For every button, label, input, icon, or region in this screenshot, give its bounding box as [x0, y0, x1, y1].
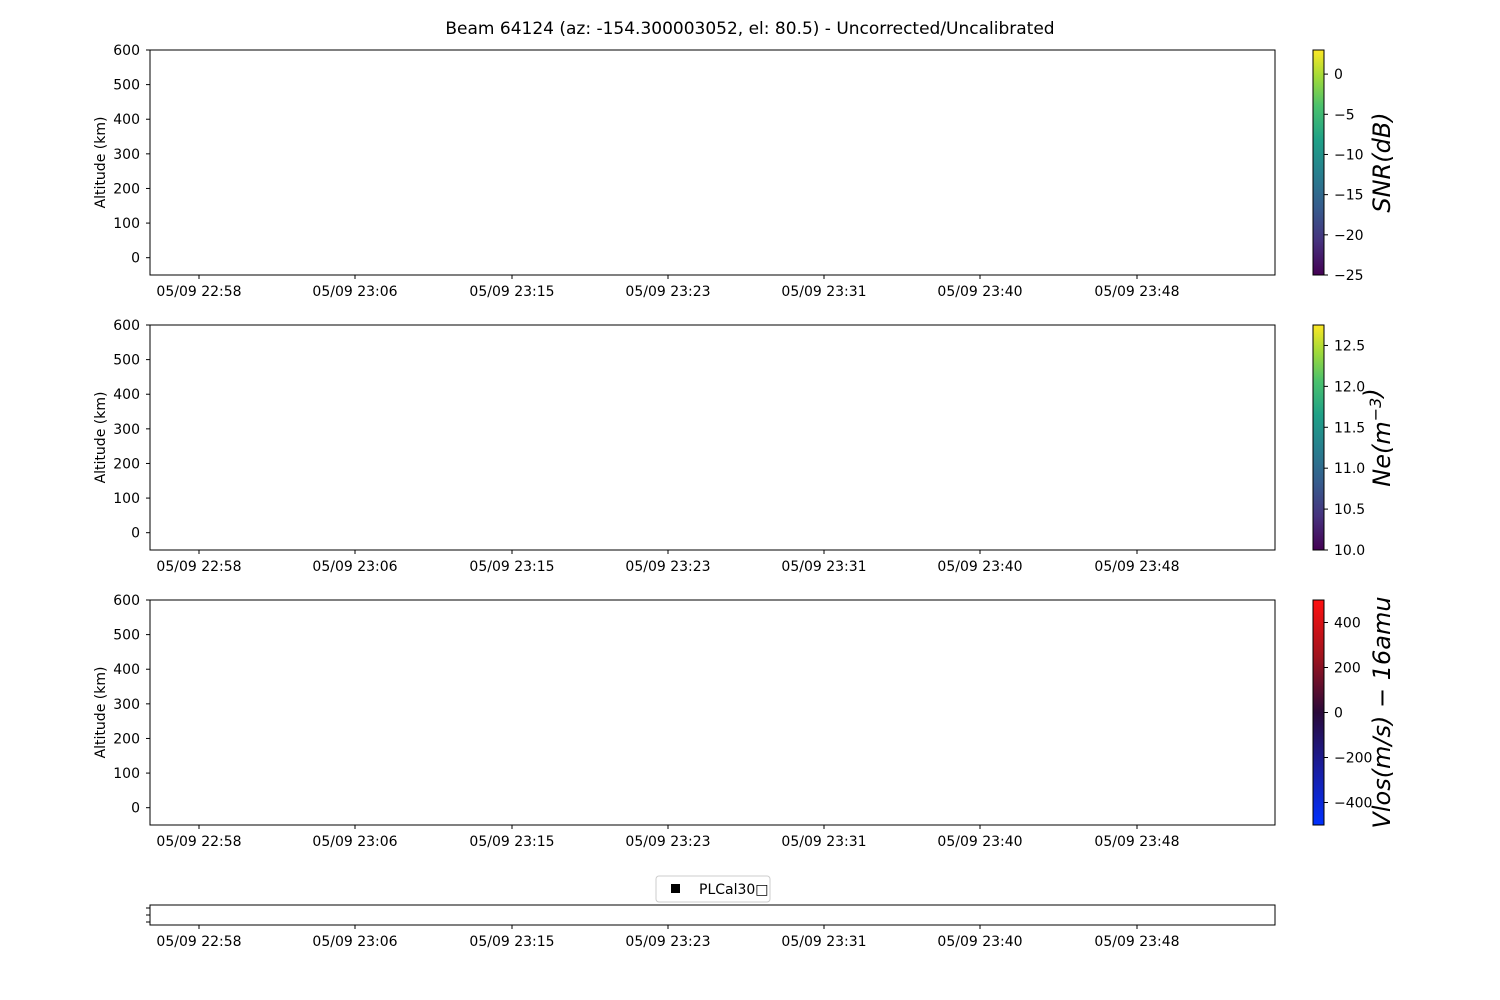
x-tick-label: 05/09 23:31	[781, 934, 867, 950]
plot-area	[150, 50, 1275, 275]
colorbar-label: SNR(dB)	[1368, 112, 1396, 213]
panel-2	[93, 318, 1396, 575]
y-tick-label: 200	[113, 731, 140, 748]
chart-title: Beam 64124 (az: -154.300003052, el: 80.5) - Uncorrected/Uncalibrated	[445, 19, 1055, 39]
y-tick-label: 400	[113, 112, 140, 129]
colorbar-tick-label: 200	[1334, 660, 1361, 677]
y-tick-label: 0	[131, 800, 140, 817]
colorbar-tick-label: 12.0	[1334, 379, 1366, 396]
colorbar-tick-label: 0	[1334, 705, 1343, 722]
x-tick-label: 05/09 23:31	[781, 834, 867, 850]
x-tick-label: 05/09 23:40	[937, 834, 1023, 850]
x-tick-label: 05/09 23:15	[469, 934, 555, 950]
y-tick-label: 300	[113, 696, 140, 713]
colorbar-tick-label: 10.0	[1334, 543, 1366, 559]
x-tick-label: 05/09 23:06	[312, 934, 398, 950]
x-tick-label: 05/09 23:06	[312, 559, 398, 575]
x-tick-label: 05/09 23:31	[781, 284, 867, 300]
colorbar-tick-label: −200	[1334, 750, 1373, 767]
x-tick-label: 05/09 23:15	[469, 559, 555, 575]
flag-strip	[150, 905, 1275, 925]
colorbar-tick-label: 12.5	[1334, 338, 1366, 355]
legend-marker	[671, 884, 680, 893]
panel-1	[93, 43, 1396, 300]
colorbar-label: $Ne(m^{-3})$	[1359, 388, 1396, 487]
x-tick-label: 05/09 22:58	[156, 559, 242, 575]
x-tick-label: 05/09 23:31	[781, 559, 867, 575]
x-tick-label: 05/09 23:40	[937, 284, 1023, 300]
y-tick-label: 400	[113, 387, 140, 404]
y-tick-label: 100	[113, 216, 140, 233]
x-tick-label: 05/09 23:23	[625, 284, 711, 300]
colorbar-tick-label: 11.0	[1334, 461, 1366, 478]
colorbar-tick-label: 11.5	[1334, 420, 1366, 437]
x-tick-label: 05/09 23:15	[469, 284, 555, 300]
panel-3	[93, 593, 1396, 850]
x-tick-label: 05/09 23:48	[1094, 559, 1180, 575]
colorbar-tick-label: −5	[1334, 107, 1355, 124]
y-tick-label: 600	[113, 43, 140, 59]
x-tick-label: 05/09 22:58	[156, 284, 242, 300]
x-tick-label: 05/09 23:23	[625, 559, 711, 575]
colorbar	[1313, 600, 1324, 825]
x-tick-label: 05/09 23:23	[625, 934, 711, 950]
y-tick-label: 0	[131, 525, 140, 542]
colorbar-tick-label: 400	[1334, 615, 1361, 632]
x-tick-label: 05/09 22:58	[156, 934, 242, 950]
colorbar-label: Vlos(m/s) − 16amu	[1368, 596, 1396, 829]
colorbar-tick-label: 0	[1334, 67, 1343, 84]
legend	[656, 876, 770, 902]
colorbar-tick-label: 10.5	[1334, 502, 1366, 519]
x-tick-label: 05/09 23:23	[625, 834, 711, 850]
legend-entry-label: PLCal30□	[699, 882, 769, 898]
plot-area	[150, 600, 1275, 825]
x-tick-label: 05/09 23:06	[312, 284, 398, 300]
y-tick-label: 600	[113, 318, 140, 334]
y-axis-label: Altitude (km)	[93, 666, 109, 759]
colorbar-tick-label: −400	[1334, 795, 1373, 812]
y-tick-label: 500	[113, 627, 140, 644]
colorbar-tick-label: −15	[1334, 187, 1364, 204]
x-tick-label: 05/09 23:48	[1094, 834, 1180, 850]
colorbar	[1313, 50, 1324, 275]
y-tick-label: 100	[113, 766, 140, 783]
x-tick-label: 05/09 23:15	[469, 834, 555, 850]
colorbar-tick-label: −25	[1334, 268, 1364, 284]
y-tick-label: 500	[113, 77, 140, 94]
plot-area	[150, 325, 1275, 550]
x-tick-label: 05/09 23:40	[937, 559, 1023, 575]
x-tick-label: 05/09 22:58	[156, 834, 242, 850]
y-tick-label: 100	[113, 491, 140, 508]
colorbar-tick-label: −10	[1334, 147, 1364, 164]
y-tick-label: 500	[113, 352, 140, 369]
colorbar-tick-label: −20	[1334, 227, 1364, 244]
x-tick-label: 05/09 23:40	[937, 934, 1023, 950]
x-tick-label: 05/09 23:48	[1094, 934, 1180, 950]
x-tick-label: 05/09 23:48	[1094, 284, 1180, 300]
y-tick-label: 300	[113, 146, 140, 163]
y-tick-label: 600	[113, 593, 140, 609]
y-tick-label: 200	[113, 181, 140, 198]
y-axis-label: Altitude (km)	[93, 391, 109, 484]
x-tick-label: 05/09 23:06	[312, 834, 398, 850]
colorbar	[1313, 325, 1324, 550]
y-tick-label: 400	[113, 662, 140, 679]
y-tick-label: 300	[113, 421, 140, 438]
y-axis-label: Altitude (km)	[93, 116, 109, 209]
y-tick-label: 200	[113, 456, 140, 473]
y-tick-label: 0	[131, 250, 140, 267]
